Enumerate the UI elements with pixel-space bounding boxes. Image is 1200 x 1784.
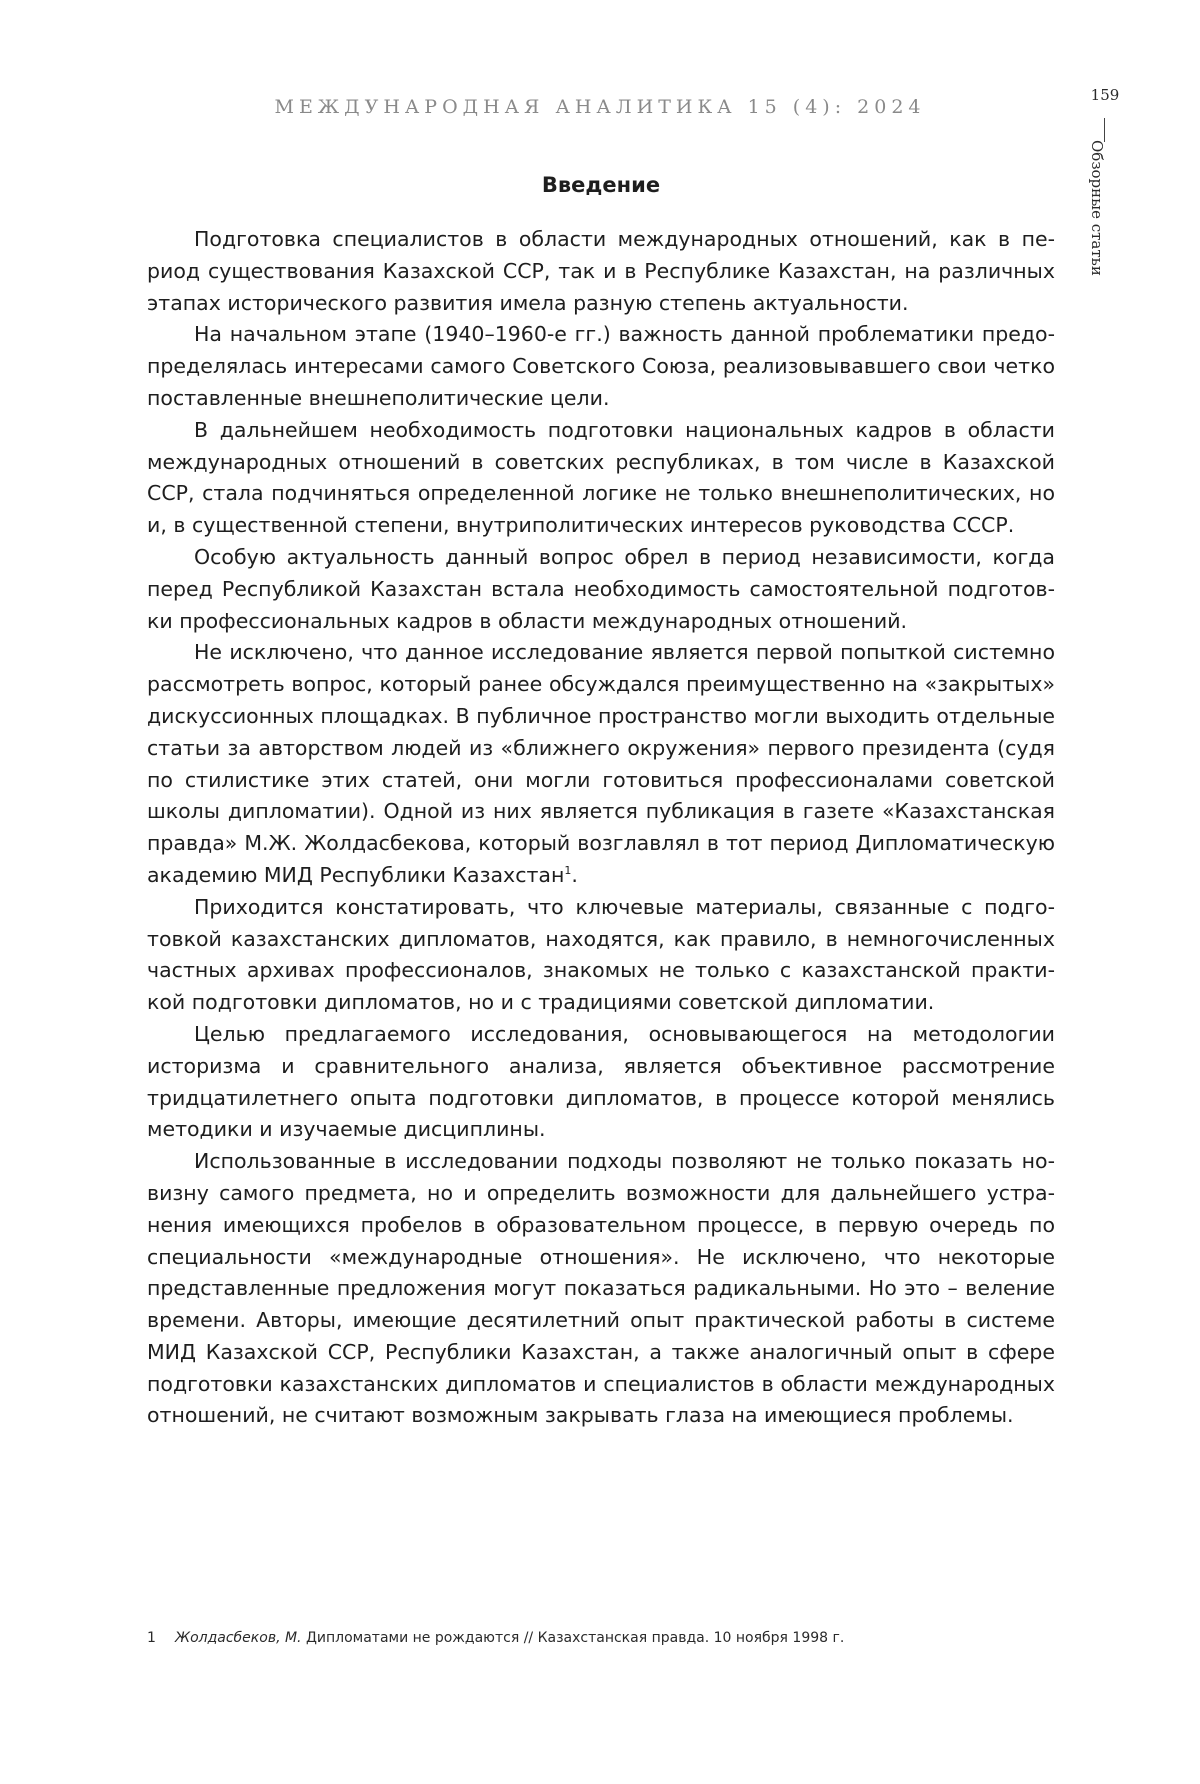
section-label: Обзорные статьи <box>1088 140 1106 276</box>
footnote-number: 1 <box>147 1630 156 1646</box>
running-head: МЕЖДУНАРОДНАЯ АНАЛИТИКА 15 (4): 2024 <box>274 96 926 118</box>
paragraph: Целью предлагаемого исследования, основывающегося на методологии историзма и сравнительного анализа, является объективное рассмотрение тридцатилетнего опыта подготовки дипломатов, в процессе которой менялись методики и изучаемые дисциплины. <box>147 1021 1055 1142</box>
paragraph: Особую актуальность данный вопрос обрел в период независимости, когда перед Республикой Казахстан встала необходимость самостоятельной подготовки профессиональных кадров в области международных отношений. <box>147 544 1055 633</box>
side-divider <box>1104 118 1105 142</box>
footnote-author: Жолдасбеков, М. <box>175 1630 302 1646</box>
article-body <box>147 170 1055 1432</box>
section-title: Введение <box>541 173 661 197</box>
paragraph: В дальнейшем необходимость подготовки национальных кадров в области международных отношений в советских республиках, в том числе в Казахской ССР, стала подчиняться определенной логике не только внешнеполитических, но и, в существенной степени, внутриполитических интересов руководства СССР. <box>147 417 1055 538</box>
paragraph: Подготовка специалистов в области международных отношений, как в период существования Казахской ССР, так и в Республике Казахстан, на различных этапах исторического развития имела разную степень актуальности. <box>147 227 1055 315</box>
paragraph: Приходится констатировать, что ключевые материалы, связанные с подготовкой казахстанских дипломатов, находятся, как правило, в немногочисленных частных архивах профессионалов, знакомых не только с казахстанской практикой подготовки дипломатов, но и с традициями советской дипломатии. <box>147 894 1055 1015</box>
paragraph-with-footnote <box>147 637 1055 891</box>
paragraph-end-punctuation: . <box>571 862 578 887</box>
footnote-text: Дипломатами не рождаются // Казахстанская правда. 10 ноября 1998 г. <box>301 1630 845 1646</box>
page-number: 159 <box>1090 86 1120 104</box>
paragraph-text: Не исключено, что данное исследование является первой попыткой системно рассмотреть вопрос, который ранее обсуждался преимущественно на «закрытых» дискуссионных площадках. В публичное пространство могли выходить отдельные статьи за авторством людей из «ближнего окружения» первого президента (судя по стилистике этих статей, они могли готовиться профессионалами советской школы дипломатии). Одной из них является публикация в газете «Казахстанская правда» М.Ж. Жолдасбекова, который возглавлял в тот период Дипломатическую академию МИД Республики Казахстан <box>147 640 1055 887</box>
paragraph: Использованные в исследовании подходы позволяют не только показать новизну самого предмета, но и определить возможности для дальнейшего устранения имеющихся пробелов в образовательном процессе, в первую очередь по специальности «международные отношения». Не исключено, что некоторые представленные предложения могут показаться радикальными. Но это – веление времени. Авторы, имеющие десятилетний опыт практической работы в системе МИД Казахской ССР, Республики Казахстан, а также аналогичный опыт в сфере подготовки казахстанских дипломатов и специалистов в области международных отношений, не считают возможным закрывать глаза на имеющиеся проблемы. <box>147 1149 1055 1428</box>
footnote-reference[interactable]: 1 <box>564 864 572 878</box>
footnote <box>147 1628 1055 1648</box>
paragraph: На начальном этапе (1940–1960-е гг.) важность данной проблематики предопределялась интересами самого Советского Союза, реализовывавшего свои четко поставленные внешнеполитические цели. <box>147 322 1055 410</box>
